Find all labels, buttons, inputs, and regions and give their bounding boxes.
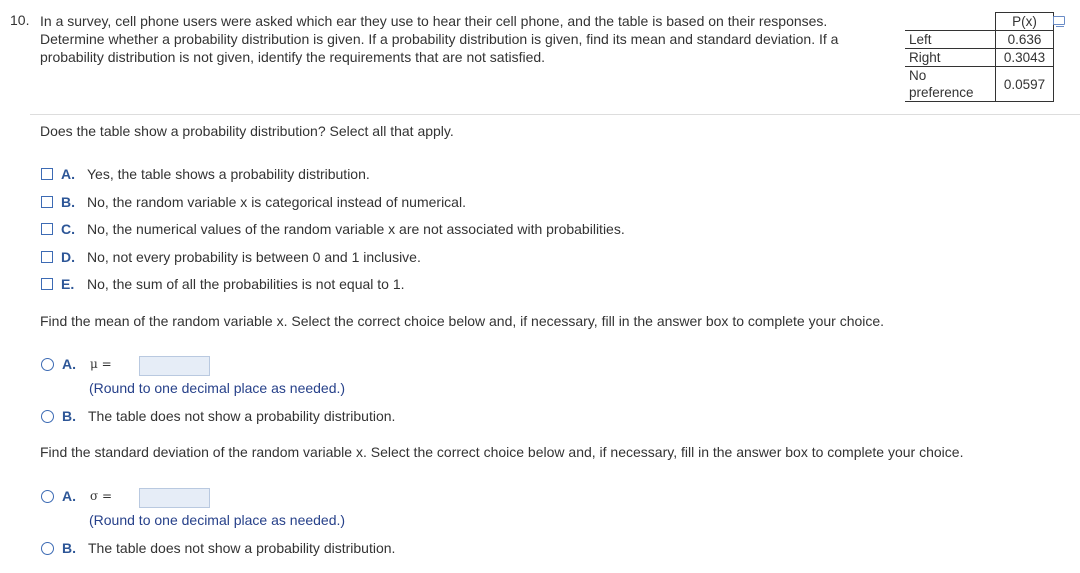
- mu-symbol: μ =: [90, 357, 112, 371]
- row-label: Right: [905, 49, 996, 67]
- rounding-hint: (Round to one decimal place as needed.): [89, 512, 346, 528]
- row-label: Left: [905, 31, 996, 49]
- mean-option-a-radio[interactable]: A. μ =: [41, 355, 112, 373]
- sd-option-b-radio[interactable]: B. The table does not show a probability distribution.: [41, 539, 395, 557]
- table-row: [905, 49, 1054, 67]
- mean-option-b-radio[interactable]: B. The table does not show a probability distribution.: [41, 407, 395, 425]
- radio-button[interactable]: [41, 358, 54, 371]
- part1-prompt: Does the table show a probability distribution? Select all that apply.: [40, 123, 454, 139]
- option-d-checkbox[interactable]: D. No, not every probability is between 0 and 1 inclusive.: [41, 248, 421, 266]
- option-b-checkbox[interactable]: B. No, the random variable x is categorical instead of numerical.: [41, 193, 466, 211]
- intro-line: Determine whether a probability distribution is given. If a probability distribution is given, find its mean and standard deviation. If a: [40, 31, 839, 47]
- row-value: 0.3043: [996, 49, 1054, 67]
- row-label: No preference: [905, 67, 996, 102]
- question-number: 10.: [10, 12, 30, 28]
- part2-prompt: Find the mean of the random variable x. Select the correct choice below and, if necessary, fill in the answer box to complete your choice.: [40, 313, 885, 329]
- option-c-checkbox[interactable]: C. No, the numerical values of the random variable x are not associated with probabilities.: [41, 220, 625, 238]
- rounding-hint: (Round to one decimal place as needed.): [89, 380, 346, 396]
- checkbox[interactable]: [41, 278, 53, 290]
- intro-line: probability distribution is not given, identify the requirements that are not satisfied.: [40, 49, 546, 65]
- radio-button[interactable]: [41, 490, 54, 503]
- checkbox[interactable]: [41, 168, 53, 180]
- radio-button[interactable]: [41, 410, 54, 423]
- checkbox[interactable]: [41, 251, 53, 263]
- checkbox[interactable]: [41, 223, 53, 235]
- option-a-checkbox[interactable]: A. Yes, the table shows a probability distribution.: [41, 165, 370, 183]
- sd-answer-input[interactable]: [139, 488, 210, 508]
- row-value: 0.636: [996, 31, 1054, 49]
- popout-icon[interactable]: [1053, 16, 1065, 25]
- row-value: 0.0597: [996, 67, 1054, 102]
- table-header-px: P(x): [996, 13, 1054, 31]
- mean-answer-input[interactable]: [139, 356, 210, 376]
- sigma-symbol: σ =: [90, 489, 113, 503]
- question-intro: [40, 12, 880, 66]
- checkbox[interactable]: [41, 196, 53, 208]
- divider: [30, 114, 1080, 115]
- part3-prompt: Find the standard deviation of the random variable x. Select the correct choice below and, if necessary, fill in the answer box to complete your choice.: [40, 444, 964, 460]
- probability-table: [905, 12, 1054, 102]
- table-row: [905, 67, 1054, 102]
- sd-option-a-radio[interactable]: A. σ =: [41, 487, 112, 505]
- table-row: [905, 31, 1054, 49]
- option-e-checkbox[interactable]: E. No, the sum of all the probabilities is not equal to 1.: [41, 275, 405, 293]
- intro-line: In a survey, cell phone users were asked which ear they use to hear their cell phone, and the table is based on their responses.: [40, 13, 828, 29]
- radio-button[interactable]: [41, 542, 54, 555]
